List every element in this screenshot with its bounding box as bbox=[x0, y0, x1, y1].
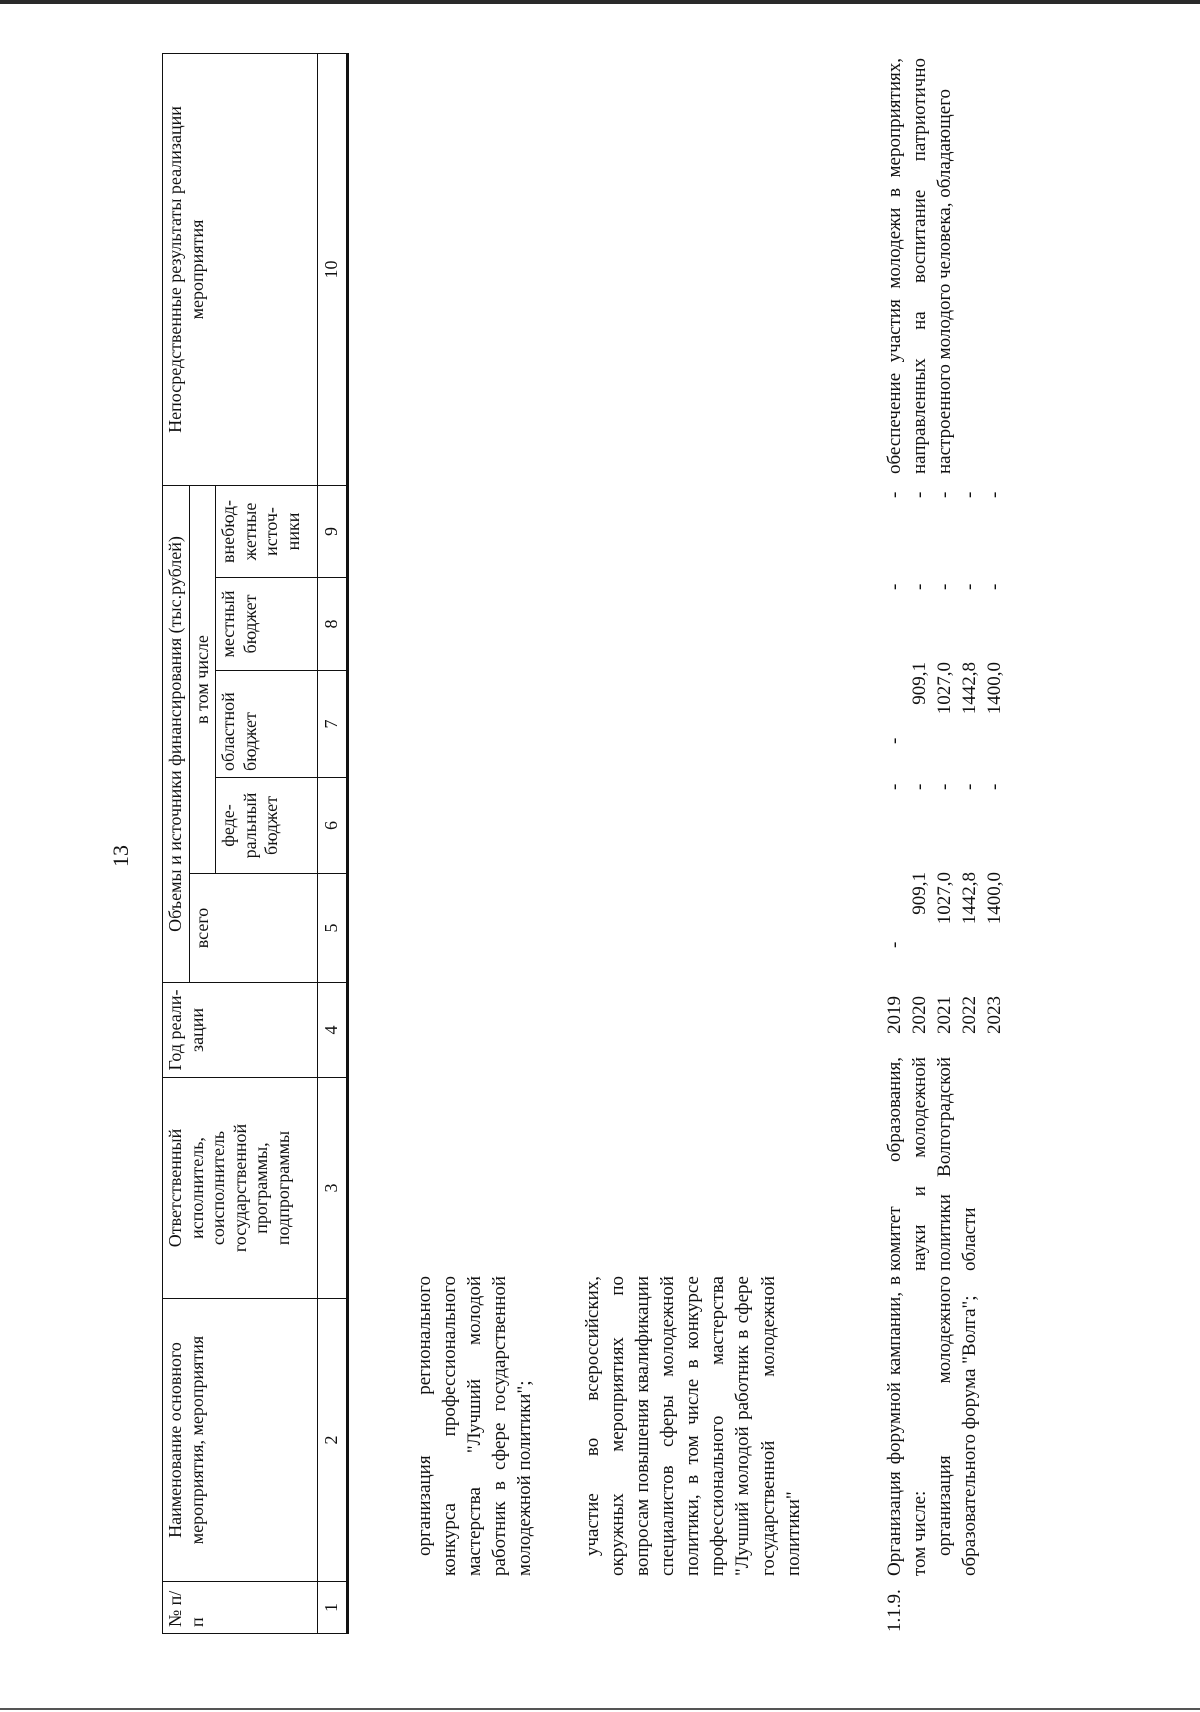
header-regional: областной бюджет bbox=[216, 671, 318, 778]
total-2023: 1400,0 bbox=[984, 872, 1006, 925]
header-federal: феде-ральный бюджет bbox=[216, 778, 318, 874]
federal-2021: - bbox=[934, 783, 956, 790]
extra-2023: - bbox=[984, 491, 1006, 498]
header-num: № п/п bbox=[163, 1582, 318, 1634]
header-total: всего bbox=[189, 874, 318, 983]
row-years bbox=[882, 974, 1007, 1034]
regional-2020: 909,1 bbox=[909, 662, 931, 705]
federal-2019: - bbox=[884, 783, 905, 790]
regional-2023: 1400,0 bbox=[984, 662, 1006, 715]
header-finance-group: Объемы и источники финансирования (тыс.рублей) bbox=[163, 485, 190, 982]
row-result: обеспечение участия молодежи в мероприятиях, направленных на воспитание патриотично настроенного молодого человека, обладающего bbox=[884, 58, 956, 474]
header-results: Непосредственные результаты реализации мероприятия bbox=[163, 53, 318, 485]
col-number-3: 3 bbox=[318, 1078, 348, 1299]
col-number-5: 5 bbox=[318, 874, 348, 983]
local-2019: - bbox=[884, 583, 905, 590]
col-number-10: 10 bbox=[318, 53, 348, 485]
federal-2023: - bbox=[984, 783, 1006, 790]
col-number-8: 8 bbox=[318, 578, 348, 671]
row-regional bbox=[882, 662, 1007, 754]
extra-2021: - bbox=[934, 491, 956, 498]
local-2020: - bbox=[909, 583, 931, 590]
year-2023: 2023 bbox=[984, 996, 1006, 1034]
page-number: 13 bbox=[108, 845, 133, 867]
total-2021: 1027,0 bbox=[934, 872, 956, 925]
row-federal bbox=[882, 760, 1007, 790]
row-executor: комитет образования, науки и молодежной политики Волгоградской области bbox=[884, 1057, 981, 1271]
federal-2022: - bbox=[959, 783, 981, 790]
row-name-main: Организация форумной кампании, в том числе: bbox=[884, 1276, 931, 1576]
row-name-sub: организация молодежного образовательного форума "Волга"; bbox=[934, 1276, 981, 1576]
header-year: Год реали-зации bbox=[163, 983, 318, 1078]
total-2022: 1442,8 bbox=[959, 872, 981, 925]
header-local: местный бюджет bbox=[216, 578, 318, 671]
regional-2021: 1027,0 bbox=[934, 662, 956, 715]
block-regional-contest: организация регионального конкурса профессионального мастерства "Лучший молодой работник в сфере государственной молодежной политики"; bbox=[414, 1276, 536, 1576]
regional-2022: 1442,8 bbox=[959, 662, 981, 715]
year-2022: 2022 bbox=[959, 996, 981, 1034]
col-number-6: 6 bbox=[318, 778, 348, 874]
header-name: Наименование основного мероприятия, мероприятия bbox=[163, 1299, 318, 1582]
federal-2020: - bbox=[909, 783, 931, 790]
year-2020: 2020 bbox=[909, 996, 931, 1034]
year-2019: 2019 bbox=[884, 996, 905, 1034]
local-2021: - bbox=[934, 583, 956, 590]
header-executor: Ответственный исполнитель, соисполнитель государственной программы, подпрограммы bbox=[163, 1078, 318, 1299]
col-number-9: 9 bbox=[318, 485, 348, 577]
block-federal-participation: участие во всероссийских, окружных мероприятиях по вопросам повышения квалификации специалистов сферы молодежной политики, в том числе в конкурсе профессионального мастерства "Лучший молодой работник в сфере государственной молодежной политики" bbox=[582, 1276, 804, 1576]
local-2023: - bbox=[984, 583, 1006, 590]
col-number-2: 2 bbox=[318, 1299, 348, 1582]
extra-2019: - bbox=[884, 491, 905, 498]
col-number-7: 7 bbox=[318, 671, 348, 778]
total-2019: - bbox=[884, 941, 905, 948]
local-2022: - bbox=[959, 583, 981, 590]
row-total bbox=[882, 872, 1007, 958]
col-number-1: 1 bbox=[318, 1582, 348, 1634]
row-local bbox=[882, 560, 1007, 590]
col-number-4: 4 bbox=[318, 983, 348, 1078]
program-table-header bbox=[162, 53, 349, 1634]
year-2021: 2021 bbox=[934, 996, 956, 1034]
extra-2022: - bbox=[959, 491, 981, 498]
header-extra: внебюд-жетные источ-ники bbox=[216, 485, 318, 577]
regional-2019: - bbox=[884, 737, 905, 744]
row-number: 1.1.9. bbox=[884, 1589, 905, 1632]
extra-2020: - bbox=[909, 491, 931, 498]
header-including: в том числе bbox=[189, 485, 216, 873]
total-2020: 909,1 bbox=[909, 872, 931, 915]
